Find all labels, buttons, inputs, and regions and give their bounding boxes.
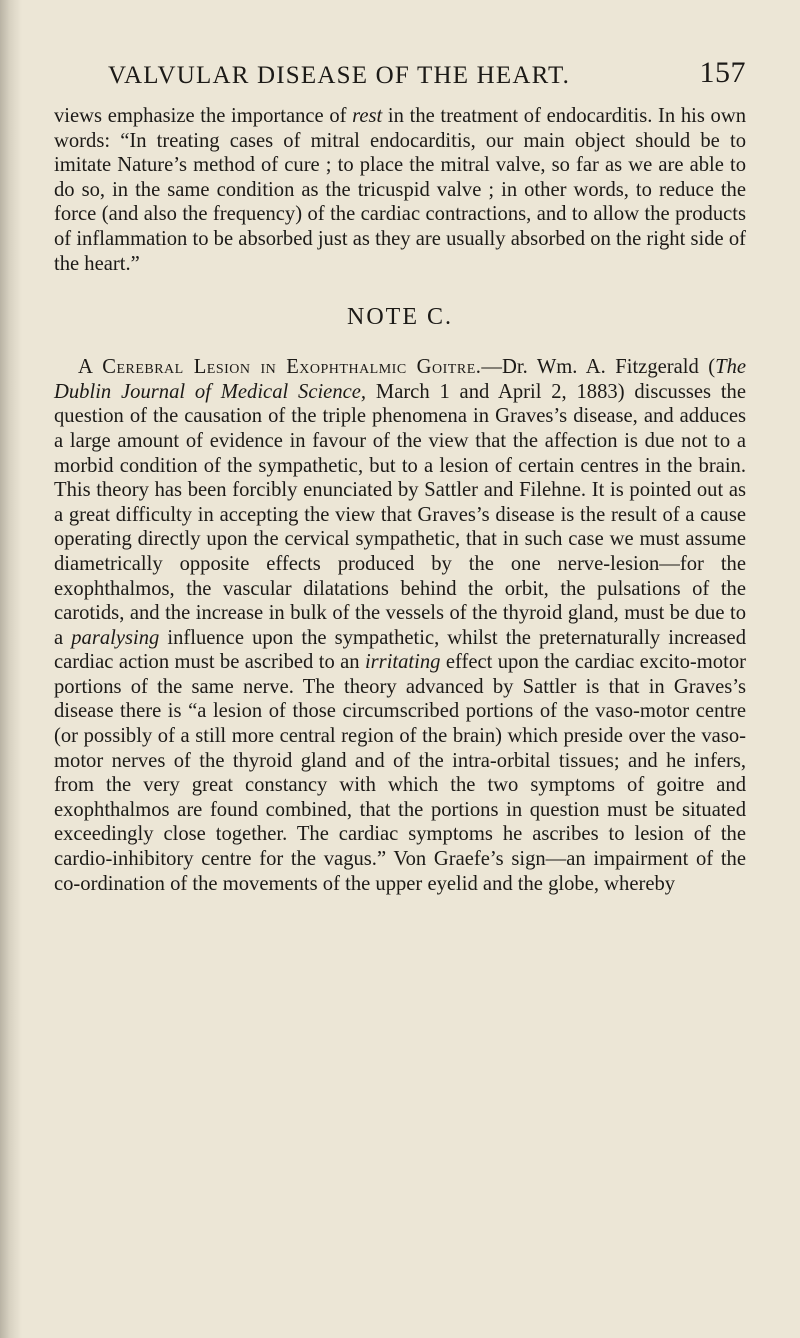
text-run: —Dr. Wm. A. Fitzgerald ( [481, 356, 716, 379]
note-heading: NOTE C. [347, 304, 453, 331]
page-gutter-shadow [0, 0, 22, 1338]
text-run: effect upon the cardiac excito-motor portions of the same nerve. The theory advanced by Sattler is that in Graves’s disease there is “a lesion of those circumscribed portions of the vaso-motor centre (or possibly of a still more central region of the brain) which preside over the vaso-motor nerves of the thyroid gland and of the intra-orbital tissues; and he infers, from the very great constancy with which the two symptoms of goitre and exophthalmos are found combined, that the portions in question must be situated exceedingly close together. The cardiac symptoms he ascribes to lesion of the cardio-inhibitory centre for the vagus.” Von Graefe’s sign—an impairment of the co-ordination of the movements of the upper eyelid and the globe, whereby [54, 651, 746, 895]
emphasis-paralysing: paralysing [71, 626, 160, 649]
page-number: 157 [699, 56, 746, 89]
text-run: views emphasize the importance of [54, 105, 353, 127]
running-header [54, 56, 746, 102]
note-title: A Cerebral Lesion in Exophthalmic Goitre. [78, 356, 482, 379]
emphasis-rest: rest [352, 105, 383, 127]
journal-title: The Dublin Journal of Medical Science, [54, 356, 746, 403]
continued-paragraph [54, 104, 746, 276]
text-run: influence upon the sympathetic, whilst the preternaturally increased cardiac action must be ascribed to an [54, 626, 746, 674]
emphasis-irritating: irritating [364, 651, 441, 674]
book-page [54, 56, 746, 896]
note-paragraph [54, 355, 746, 896]
text-run: March 1 and April 2, 1883) discusses the question of the causation of the triple phenomena in Graves’s disease, and adduces a large amount of evidence in favour of the view that the affection is due not to a morbid condition of the sympathetic, but to a lesion of certain centres in the brain. This theory has been forcibly enunciated by Sattler and Filehne. It is pointed out as a great difficulty in accepting the view that Graves’s disease is the result of a cause operating directly upon the cervical sympathetic, that in such case we must assume diametrically opposite effects produced by the one nerve-lesion—for the exophthalmos, the vascular dilatations behind the orbit, the pulsations of the carotids, and the increase in bulk of the vessels of the thyroid gland, must be due to a [54, 380, 746, 649]
running-title: VALVULAR DISEASE OF THE HEART. [108, 62, 571, 89]
text-run: in the treatment of endocarditis. In his own words: “In treating cases of mitral endocarditis, our main object should be to imitate Nature’s method of cure ; to place the mitral valve, so far as we are able to do so, in the same condition as the tricuspid valve ; in other words, to reduce the force (and also the frequency) of the cardiac contractions, and to allow the products of inflammation to be absorbed just as they are usually absorbed on the right side of the heart.” [54, 105, 746, 275]
